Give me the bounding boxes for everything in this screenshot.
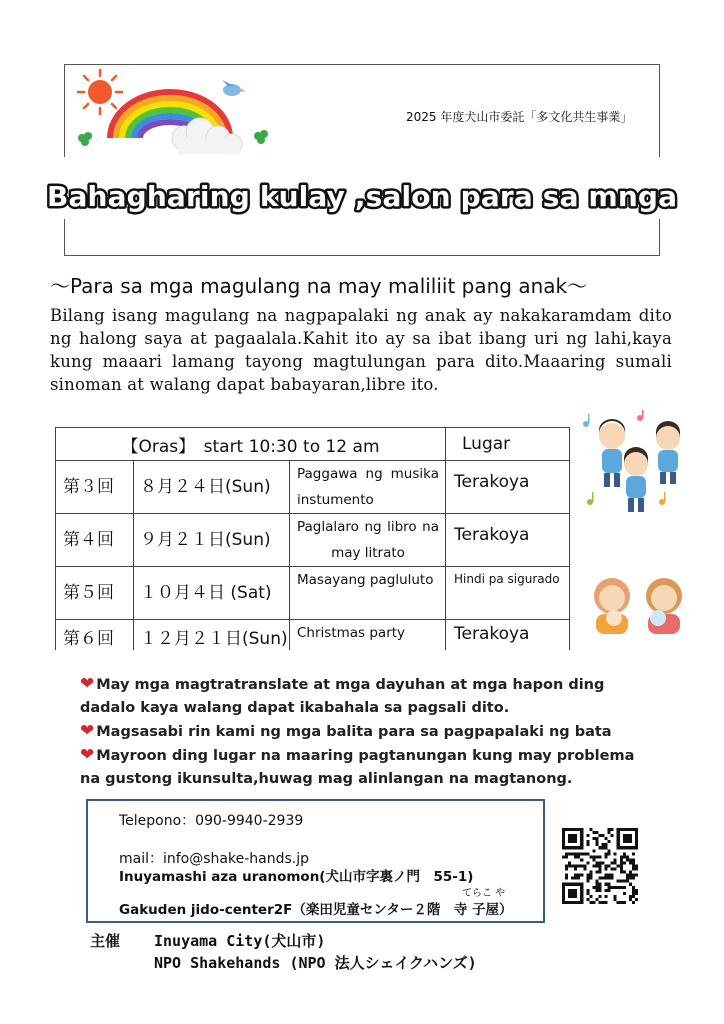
program-label: 2025 年度犬山市委託「多文化共生事業」 [406, 110, 633, 124]
email-text[interactable]: mail：info@shake-hands.jp [119, 851, 310, 867]
table-row [56, 461, 570, 514]
session-cell: 第６回 [56, 620, 134, 650]
mother-figure [594, 578, 630, 634]
sun-icon [78, 70, 122, 114]
phone-text[interactable]: Telepono：090-9940-2939 [119, 813, 304, 829]
music-note-icon [583, 414, 594, 505]
activity-cell: Paggawa ng musika instumento [290, 461, 446, 514]
mothers-with-babies-illustration [584, 568, 694, 638]
qr-code[interactable] [562, 828, 638, 904]
date-cell: １０月４日 (Sat) [134, 567, 290, 620]
table-row [56, 567, 570, 620]
subtitle: ～Para sa mga magulang na may maliliit pang anak～ [50, 274, 588, 298]
place-cell: Terakoya [446, 620, 570, 650]
note-line: na gustong ikunsulta,huwag mag alinlangan na magtanong. [80, 771, 573, 787]
heart-icon: ❤ [80, 745, 95, 765]
date-cell: ８月２４日(Sun) [134, 461, 290, 514]
bird-icon [222, 80, 246, 96]
child-figure [599, 419, 625, 487]
organizer-npo: NPO Shakehands (NPO 法人シェイクハンズ) [154, 954, 477, 972]
heart-icon: ❤ [80, 721, 95, 741]
schedule-table [55, 427, 570, 650]
note-line: ❤ May mga magtratranslate at mga dayuhan at mga hapon ding [80, 674, 605, 694]
intro-paragraph: Bilang isang magulang na nagpapalaki ng anak ay nakakaramdam dito ng halong saya at pagaalala.Kahit ito ay sa ibat ibang uri ng lahi,kaya kung maaari lamang tayong magtulungan para dito.Maaaring sumali sinoman at walang dapat babayaran,libre ito. [50, 306, 672, 394]
organizer-city: Inuyama City(犬山市) [154, 932, 326, 950]
notes-block [80, 673, 634, 791]
organizer-label: 主催 [90, 932, 121, 950]
heart-icon: ❤ [80, 674, 95, 694]
rainbow-illustration [74, 66, 274, 158]
session-cell: 第４回 [56, 514, 134, 567]
children-singing-illustration [574, 410, 702, 520]
activity-cell: Paglalaro ng libro na may litrato [290, 514, 446, 567]
venue-text: Gakuden jido-center2F（楽田児童センター２階 寺 子屋） [119, 902, 513, 918]
schedule-time-header: 【Oras】 start 10:30 to 12 am [56, 428, 446, 461]
session-cell: 第５回 [56, 567, 134, 620]
note-line: dadalo kaya walang dapat ikabahala sa pagsali dito. [80, 700, 510, 716]
schedule-header-row [56, 428, 570, 461]
table-row [56, 514, 570, 567]
main-title [0, 172, 724, 224]
place-cell: Terakoya [446, 514, 570, 567]
mother-figure [646, 578, 682, 634]
session-cell: 第３回 [56, 461, 134, 514]
note-line: ❤ Mayroon ding lugar na maaring pagtanungan kung may problema [80, 745, 635, 765]
date-cell: ９月２１日(Sun) [134, 514, 290, 567]
table-row [56, 620, 570, 650]
date-cell: １２月２１日(Sun) [134, 620, 290, 650]
venue-ruby: てらこ や [462, 888, 506, 899]
address-text: Inuyamashi aza uranomon(犬山市字裏ノ門 55-1) [119, 869, 474, 885]
place-cell: Terakoya [446, 461, 570, 514]
child-figure [656, 421, 680, 484]
activity-cell: Masayang pagluluto [290, 567, 446, 620]
activity-cell: Christmas party [290, 620, 446, 650]
schedule-place-header: Lugar [446, 428, 570, 461]
place-cell: Hindi pa sigurado [446, 567, 570, 620]
note-line: ❤ Magsasabi rin kami ng mga balita para sa pagpapalaki ng bata [80, 721, 612, 741]
child-figure [624, 447, 648, 512]
main-title-text: Bahagharing kulay ,salon para sa mnga [47, 180, 677, 213]
